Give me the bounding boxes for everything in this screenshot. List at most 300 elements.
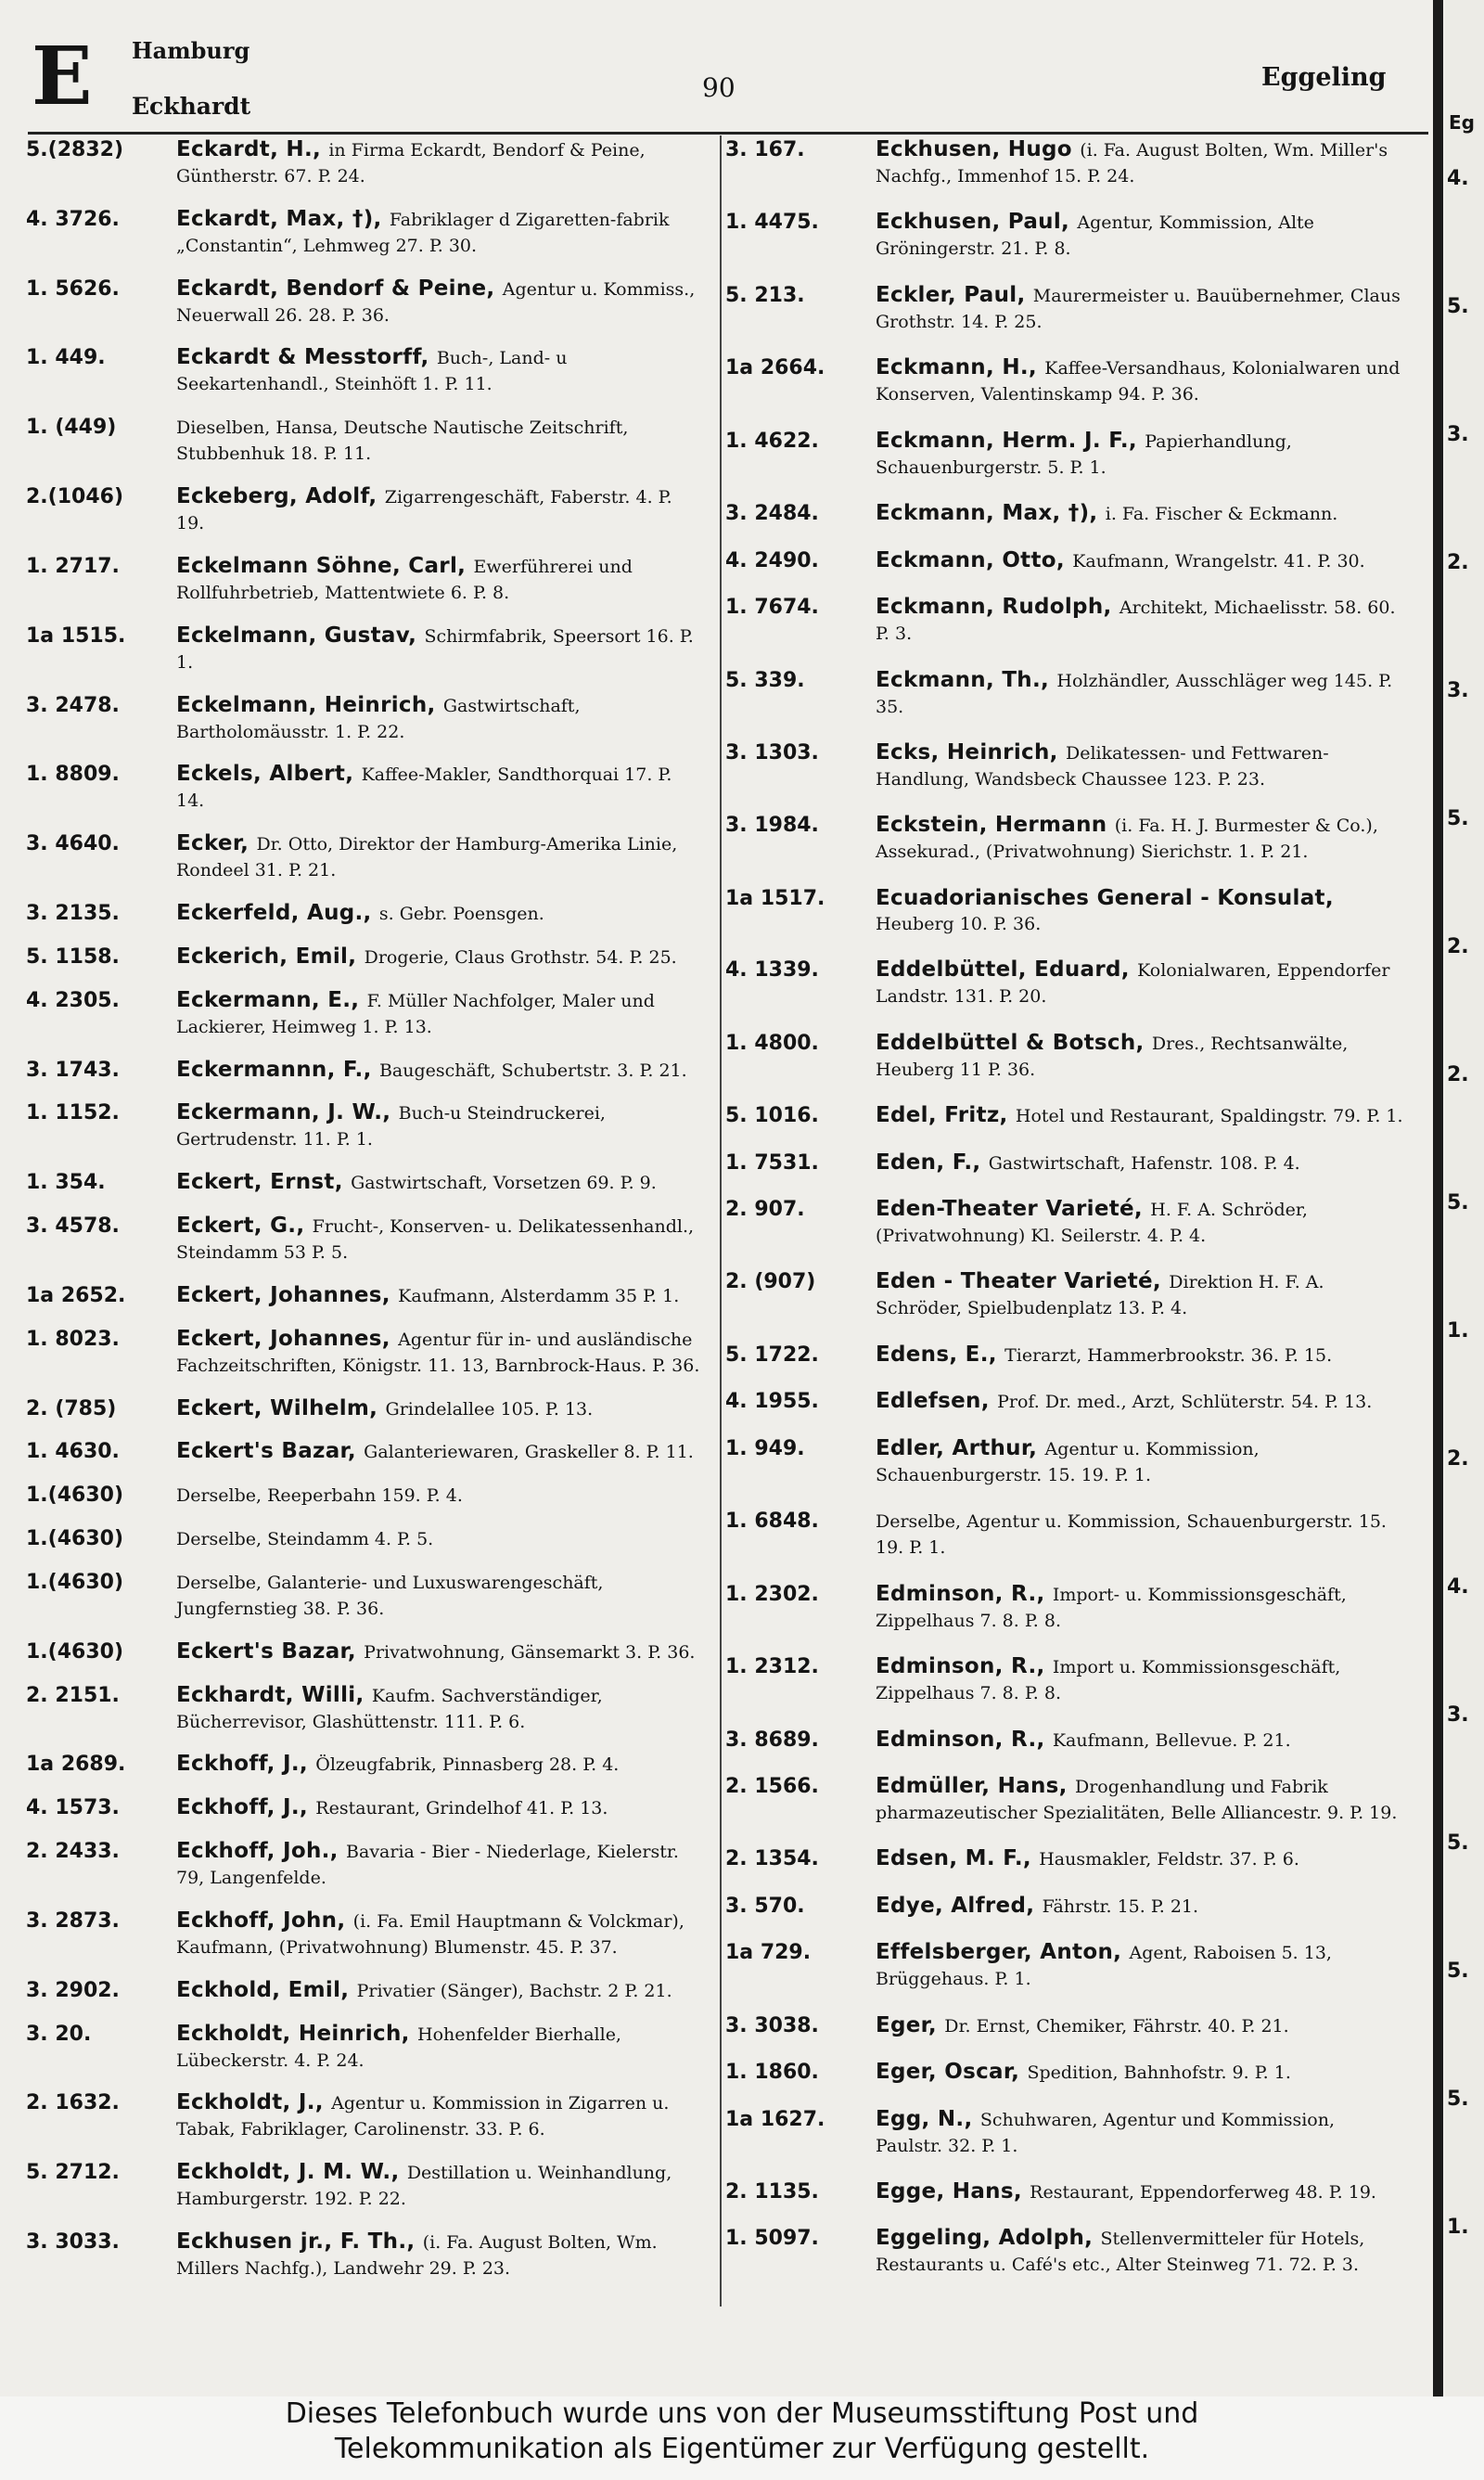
entry-text <box>176 1639 712 1665</box>
directory-entry <box>26 1978 712 2004</box>
entry-number: 4. 2490. <box>725 548 819 572</box>
directory-entry <box>26 1483 712 1509</box>
entry-name: Eckmann, Herm. J. F., <box>876 428 1145 453</box>
entry-text <box>876 2060 1412 2086</box>
entry-text <box>176 1526 712 1552</box>
entry-number: 1. 5626. <box>26 276 120 301</box>
entry-text <box>876 137 1412 189</box>
directory-entry <box>725 548 1412 574</box>
directory-entry <box>26 1839 712 1891</box>
directory-entry <box>26 1396 712 1422</box>
entry-detail: Heuberg 10. P. 36. <box>876 913 1042 934</box>
entry-number: 3. 2873. <box>26 1908 120 1933</box>
entry-name: Eckert, Wilhelm, <box>176 1395 386 1420</box>
directory-entry <box>26 1058 712 1084</box>
entry-detail: Kaufmann, Wrangelstr. 41. P. 30. <box>1072 550 1365 572</box>
entry-name: Effelsberger, Anton, <box>876 1940 1130 1965</box>
next-page-entry-fragment: 2. <box>1447 1063 1469 1086</box>
entry-detail: Baugeschäft, Schubertstr. 3. P. 21. <box>378 1060 687 1081</box>
entry-name: Eckerich, Emil, <box>176 944 365 969</box>
entry-number: 1. 5097. <box>725 2227 819 2251</box>
entry-number: 1. 7531. <box>725 1150 819 1175</box>
entry-detail: Dres., Rechtsanwälte, Heuberg 11 P. 36. <box>876 1033 1349 1080</box>
entry-detail: Agentur u. Kommission, Schauenburgerstr. 15. 19. P. 1. <box>876 1438 1260 1485</box>
entry-detail: Privatier (Sänger), Bachstr. 2 P. 21. <box>356 1980 672 2001</box>
entry-text <box>176 2022 712 2074</box>
entry-text <box>176 2090 712 2142</box>
directory-entry <box>725 886 1412 937</box>
entry-number: 1. 7674. <box>725 596 819 620</box>
entry-text <box>876 429 1412 481</box>
directory-entry <box>725 1103 1412 1129</box>
directory-entry <box>725 1389 1412 1415</box>
directory-entry <box>26 1526 712 1552</box>
entry-number: 5.(2832) <box>26 138 124 161</box>
entry-name: Edler, Arthur, <box>876 1435 1045 1460</box>
entry-text <box>876 2013 1412 2039</box>
entry-number: 3. 2135. <box>26 902 120 926</box>
entry-number: 5. 1722. <box>725 1343 819 1367</box>
entry-number: 3. 1984. <box>725 814 819 838</box>
entry-number: 3. 1743. <box>26 1058 120 1082</box>
header-rule <box>28 132 1428 135</box>
entry-name: Egg, N., <box>876 2106 980 2131</box>
entry-name: Egge, Hans, <box>876 2179 1030 2204</box>
next-page-entry-fragment: 3. <box>1447 679 1469 702</box>
directory-entry <box>725 2060 1412 2086</box>
entry-text <box>876 1846 1412 1872</box>
directory-entry <box>725 595 1412 647</box>
entry-text <box>876 1150 1412 1176</box>
entry-number: 1.(4630) <box>26 1570 124 1594</box>
entry-detail: Gastwirtschaft, Bartholomäusstr. 1. P. 22. <box>176 695 581 742</box>
entry-detail: Direktion H. F. A. Schröder, Spielbudenplatz 13. P. 4. <box>876 1272 1324 1319</box>
entry-detail: Drogenhandlung und Fabrik pharmazeutischer Spezialitäten, Belle Alliancestr. 9. P. 19. <box>876 1776 1398 1823</box>
entry-detail: Architekt, Michaelisstr. 58. 60. P. 3. <box>876 598 1396 645</box>
entry-text <box>176 944 712 970</box>
directory-entry <box>725 1436 1412 1488</box>
entry-name: Ecker, <box>176 831 257 856</box>
entry-detail: Holzhändler, Ausschläger weg 145. P. 35. <box>876 670 1393 717</box>
entry-detail: Fährstr. 15. P. 21. <box>1042 1895 1199 1917</box>
entry-name: Eckhusen, Paul, <box>876 210 1078 235</box>
entry-number: 1. 4475. <box>725 211 819 235</box>
entry-detail: Zigarrengeschäft, Faberstr. 4. P. 19. <box>176 487 672 534</box>
entry-number: 5. 1158. <box>26 944 120 969</box>
directory-entry <box>725 957 1412 1009</box>
entry-number: 3. 2902. <box>26 1978 120 2002</box>
entry-number: 4. 3726. <box>26 207 120 231</box>
entry-number: 1. 8809. <box>26 763 120 787</box>
entry-name: Eckholdt, J. M. W., <box>176 2160 407 2185</box>
directory-entry <box>26 207 712 259</box>
entry-name: Eckert, Johannes, <box>176 1326 399 1351</box>
entry-number: 2. (785) <box>26 1396 117 1420</box>
directory-entry <box>26 693 712 745</box>
entry-text <box>876 2226 1412 2278</box>
entry-detail: Agentur u. Kommiss., Neuerwall 26. 28. P. 36. <box>176 278 696 326</box>
entry-text <box>176 345 712 397</box>
next-page-entry-fragment: 2. <box>1447 1447 1469 1471</box>
entry-text <box>176 623 712 675</box>
entry-name: Eckmann, Max, †), <box>876 501 1106 526</box>
directory-entry <box>26 1752 712 1778</box>
entry-detail: Kolonialwaren, Eppendorfer Landstr. 131. P. 20. <box>876 960 1390 1008</box>
entry-text <box>176 1327 712 1379</box>
entry-detail: Prof. Dr. med., Arzt, Schlüterstr. 54. P. 13. <box>997 1392 1373 1413</box>
entry-text <box>876 1269 1412 1321</box>
entry-text <box>176 1439 712 1465</box>
entry-text <box>876 1774 1412 1826</box>
entry-name: Eckholdt, J., <box>176 2090 332 2115</box>
entry-detail: Galanteriewaren, Graskeller 8. P. 11. <box>364 1442 694 1463</box>
next-page-entry-fragment: 1. <box>1447 1319 1469 1343</box>
directory-entry <box>26 762 712 814</box>
entry-number: 1. 4800. <box>725 1031 819 1055</box>
entry-number: 2. 1135. <box>725 2180 819 2204</box>
entry-name: Eckmann, Th., <box>876 667 1057 692</box>
directory-entry <box>725 283 1412 335</box>
column-divider <box>720 135 722 2307</box>
entry-text <box>176 1908 712 1960</box>
entry-text <box>176 1978 712 2004</box>
entry-text <box>176 1752 712 1778</box>
entry-text <box>876 1343 1412 1368</box>
entry-name: Eden, F., <box>876 1150 989 1175</box>
entry-name: Eckert, Johannes, <box>176 1282 399 1307</box>
directory-entry <box>26 944 712 970</box>
entry-number: 4. 1339. <box>725 958 819 983</box>
entry-text <box>176 1283 712 1309</box>
entry-number: 1.(4630) <box>26 1484 124 1508</box>
entry-detail: Frucht-, Konserven- u. Delikatessenhandl., Steindamm 53 P. 5. <box>176 1216 695 1264</box>
entry-detail: Kaufmann, Bellevue. P. 21. <box>1052 1729 1291 1751</box>
directory-entry <box>725 137 1412 189</box>
entry-number: 1.(4630) <box>26 1639 124 1664</box>
page-edge-shadow <box>1433 0 1443 2396</box>
entry-text <box>876 595 1412 647</box>
entry-number: 3. 2478. <box>26 693 120 717</box>
entry-text <box>176 1570 712 1622</box>
entry-text <box>876 1197 1412 1249</box>
entry-detail: Derselbe, Steindamm 4. P. 5. <box>176 1529 434 1550</box>
footer-line-2: Telekommunikation als Eigentümer zur Verfügung gestellt. <box>334 2433 1150 2465</box>
entry-name: Eger, Oscar, <box>876 2060 1028 2085</box>
entry-name: Eckermann, E., <box>176 987 367 1012</box>
entry-text <box>176 762 712 814</box>
directory-entry <box>26 2229 712 2281</box>
entry-name: Edminson, R., <box>876 1654 1053 1679</box>
entry-number: 5. 2712. <box>26 2161 120 2185</box>
entry-text <box>176 276 712 328</box>
footer-line-1: Dieses Telefonbuch wurde uns von der Museumsstiftung Post und <box>285 2397 1199 2430</box>
entry-name: Edsen, M. F., <box>876 1846 1040 1871</box>
directory-entry <box>725 1031 1412 1083</box>
entry-name: Eckermann, J. W., <box>176 1100 399 1125</box>
page-number: 90 <box>702 72 736 103</box>
directory-entry <box>725 1846 1412 1872</box>
directory-entry <box>725 740 1412 792</box>
entry-number: 5. 1016. <box>725 1104 819 1128</box>
entry-name: Edminson, R., <box>876 1727 1053 1752</box>
entry-text <box>876 886 1412 937</box>
entry-number: 1. 8023. <box>26 1327 120 1351</box>
directory-entry <box>26 1214 712 1266</box>
entry-detail: Dieselben, Hansa, Deutsche Nautische Zeitschrift, Stubbenhuk 18. P. 11. <box>176 418 629 465</box>
directory-entry <box>725 1582 1412 1634</box>
entry-name: Eckhusen jr., F. Th., <box>176 2229 423 2254</box>
entry-number: 1a 2689. <box>26 1753 126 1777</box>
entry-name: Eckhusen, Hugo <box>876 137 1081 161</box>
directory-entry <box>725 1654 1412 1706</box>
entry-detail: (i. Fa. H. J. Burmester & Co.), Assekurad., (Privatwohnung) Sierichstr. 1. P. 21. <box>876 816 1378 863</box>
entry-number: 2. 907. <box>725 1198 805 1221</box>
directory-entry <box>26 831 712 883</box>
next-page-entry-fragment: 4. <box>1447 1575 1469 1599</box>
entry-name: Eckardt, H., <box>176 137 329 161</box>
entry-detail: Agentur, Kommission, Alte Gröningerstr. 21. P. 8. <box>876 212 1314 260</box>
directory-entry <box>725 2013 1412 2039</box>
entry-number: 1.(4630) <box>26 1527 124 1551</box>
entry-name: Eckerfeld, Aug., <box>176 901 379 926</box>
entry-name: Eckeberg, Adolf, <box>176 484 385 509</box>
entry-text <box>176 554 712 606</box>
entry-text <box>876 1103 1412 1129</box>
next-page-entry-fragment: 5. <box>1447 1960 1469 1983</box>
entry-text <box>176 901 712 927</box>
directory-entry <box>26 1683 712 1735</box>
directory-entry <box>725 2179 1412 2205</box>
entry-name: Eckardt, Bendorf & Peine, <box>176 276 503 301</box>
entry-detail: Restaurant, Eppendorferweg 48. P. 19. <box>1030 2182 1376 2203</box>
entry-name: Eckardt & Messtorff, <box>176 345 437 370</box>
entry-text <box>176 2229 712 2281</box>
directory-entry <box>725 813 1412 865</box>
directory-entry <box>26 276 712 328</box>
entry-text <box>176 415 712 467</box>
entry-number: 4. 2305. <box>26 988 120 1012</box>
entry-name: Eggeling, Adolph, <box>876 2226 1101 2251</box>
next-page-entry-fragment: 3. <box>1447 423 1469 446</box>
entry-name: Eckstein, Hermann <box>876 813 1115 838</box>
entry-detail: Spedition, Bahnhofstr. 9. P. 1. <box>1027 2062 1291 2084</box>
entry-detail: Hohenfelder Bierhalle, Lübeckerstr. 4. P. 24. <box>176 2024 621 2071</box>
entry-text <box>176 1058 712 1084</box>
next-page-entry-fragment: 5. <box>1447 295 1469 318</box>
entry-text <box>876 1509 1412 1561</box>
entry-text <box>176 1795 712 1821</box>
entry-number: 2. (907) <box>725 1270 816 1294</box>
entry-detail: H. F. A. Schröder, (Privatwohnung) Kl. Seilerstr. 4. P. 4. <box>876 1200 1308 1246</box>
entry-number: 1a 1627. <box>725 2107 825 2131</box>
entry-name: Eckelmann, Heinrich, <box>176 692 443 717</box>
entry-name: Eckhold, Emil, <box>176 1977 357 2002</box>
entry-number: 3. 20. <box>26 2022 92 2046</box>
entry-detail: Privatwohnung, Gänsemarkt 3. P. 36. <box>364 1641 696 1663</box>
entry-text <box>876 957 1412 1009</box>
entry-number: 1. (449) <box>26 416 117 440</box>
entry-number: 1. 949. <box>725 1436 805 1460</box>
entry-text <box>176 1396 712 1422</box>
entry-name: Eckermannn, F., <box>176 1057 379 1082</box>
directory-entry <box>26 1100 712 1152</box>
entry-name: Eckler, Paul, <box>876 282 1033 307</box>
entry-text <box>876 2107 1412 2159</box>
entry-detail: Import- u. Kommissionsgeschäft, Zippelhaus 7. 8. P. 8. <box>876 1584 1347 1631</box>
directory-entry <box>26 1327 712 1379</box>
entry-name: Eckert's Bazar, <box>176 1439 365 1464</box>
entry-detail: Derselbe, Reeperbahn 159. P. 4. <box>176 1485 463 1507</box>
entry-detail: Agentur u. Kommission in Zigarren u. Tabak, Fabriklager, Carolinenstr. 33. P. 6. <box>176 2093 670 2140</box>
header-range-start: Eckhardt <box>132 93 251 120</box>
next-page-entry-fragment: 5. <box>1447 2088 1469 2111</box>
next-page-entry-fragment: 3. <box>1447 1703 1469 1727</box>
entry-detail: Agentur für in- und ausländische Fachzeitschriften, Königstr. 11. 13, Barnbrock-Haus. P. 36. <box>176 1329 700 1376</box>
entry-text <box>876 1389 1412 1415</box>
next-page-entry-fragment: 5. <box>1447 1191 1469 1214</box>
entry-name: Edel, Fritz, <box>876 1103 1016 1128</box>
directory-entry <box>26 2160 712 2212</box>
directory-entry <box>26 1908 712 1960</box>
entry-name: Eckhoff, J., <box>176 1752 316 1777</box>
directory-entry <box>26 1795 712 1821</box>
directory-entry <box>725 1150 1412 1176</box>
directory-entry <box>725 1894 1412 1920</box>
directory-entry <box>26 137 712 189</box>
directory-entry <box>26 415 712 467</box>
entry-number: 2. 2151. <box>26 1683 120 1707</box>
directory-entry <box>725 355 1412 407</box>
entry-detail: Drogerie, Claus Grothstr. 54. P. 25. <box>364 946 677 968</box>
entry-number: 1. 6848. <box>725 1510 819 1534</box>
entry-number: 2. 1632. <box>26 2091 120 2115</box>
directory-entry <box>725 1509 1412 1561</box>
entry-name: Eckhoff, Joh., <box>176 1839 347 1864</box>
entry-text <box>876 668 1412 720</box>
entry-detail: (i. Fa. August Bolten, Wm. Millers Nachfg.), Landwehr 29. P. 23. <box>176 2231 658 2279</box>
directory-entry <box>26 2090 712 2142</box>
entry-number: 3. 8689. <box>725 1728 819 1752</box>
entry-text <box>176 693 712 745</box>
entry-text <box>876 740 1412 792</box>
directory-entry <box>26 623 712 675</box>
entry-text <box>176 831 712 883</box>
entry-text <box>176 484 712 536</box>
entry-name: Eddelbüttel & Botsch, <box>876 1030 1152 1055</box>
entry-text <box>176 137 712 189</box>
entry-number: 4. 1573. <box>26 1796 120 1820</box>
entry-detail: Papierhandlung, Schauenburgerstr. 5. P. 1. <box>876 430 1292 478</box>
entry-detail: Gastwirtschaft, Hafenstr. 108. P. 4. <box>988 1152 1300 1174</box>
directory-entry <box>26 345 712 397</box>
entry-text <box>876 1582 1412 1634</box>
directory-entry <box>725 1269 1412 1321</box>
directory-entry <box>26 901 712 927</box>
header-city: Hamburg <box>132 37 250 64</box>
entry-detail: Derselbe, Agentur u. Kommission, Schauenburgerstr. 15. 19. P. 1. <box>876 1511 1387 1559</box>
entry-text <box>176 1839 712 1891</box>
entry-text <box>876 210 1412 262</box>
directory-entry <box>26 1283 712 1309</box>
next-page-entry-fragment: 2. <box>1447 551 1469 574</box>
entry-detail: F. Müller Nachfolger, Maler und Lackierer, Heimweg 1. P. 13. <box>176 990 655 1037</box>
entry-number: 3. 2484. <box>725 502 819 526</box>
entry-number: 1a 1517. <box>725 886 825 910</box>
entry-text <box>876 1436 1412 1488</box>
entry-text <box>876 2179 1412 2205</box>
entry-detail: Ölzeugfabrik, Pinnasberg 28. P. 4. <box>315 1754 620 1776</box>
entry-number: 3. 3033. <box>26 2229 120 2254</box>
entry-detail: Kaffee-Versandhaus, Kolonialwaren und Konserven, Valentinskamp 94. P. 36. <box>876 358 1401 405</box>
entry-number: 3. 4578. <box>26 1214 120 1239</box>
entry-text <box>176 1214 712 1266</box>
directory-entry <box>725 501 1412 527</box>
entry-number: 1. 2302. <box>725 1582 819 1606</box>
entry-text <box>876 283 1412 335</box>
entry-detail: Delikatessen- und Fettwaren-Handlung, Wandsbeck Chaussee 123. P. 23. <box>876 742 1329 790</box>
entry-number: 1a 1515. <box>26 623 126 648</box>
entry-number: 1. 1860. <box>725 2061 819 2085</box>
entry-number: 2. 1566. <box>725 1774 819 1798</box>
entry-number: 1. 354. <box>26 1171 106 1195</box>
left-column <box>26 137 712 2299</box>
entry-number: 3. 3038. <box>725 2013 819 2037</box>
directory-entry <box>26 2022 712 2074</box>
entry-text <box>876 1940 1412 1992</box>
entry-number: 1. 1152. <box>26 1101 120 1125</box>
next-page-entry-fragment: 4. <box>1447 167 1469 190</box>
entry-detail: Bavaria - Bier - Niederlage, Kielerstr. 79, Langenfelde. <box>176 1842 679 1889</box>
right-column <box>725 137 1412 2299</box>
entry-detail: Schuhwaren, Agentur und Kommission, Paulstr. 32. P. 1. <box>876 2109 1335 2156</box>
directory-entry <box>26 1170 712 1196</box>
directory-entry <box>725 2226 1412 2278</box>
entry-name: Eger, <box>876 2012 945 2037</box>
entry-detail: Hausmakler, Feldstr. 37. P. 6. <box>1039 1849 1299 1870</box>
entry-detail: Destillation u. Weinhandlung, Hamburgerstr. 192. P. 22. <box>176 2163 672 2210</box>
directory-entry <box>725 429 1412 481</box>
entry-name: Edye, Alfred, <box>876 1893 1043 1918</box>
entry-name: Edmüller, Hans, <box>876 1773 1075 1798</box>
entry-detail: Hotel und Restaurant, Spaldingstr. 79. P. 1. <box>1015 1106 1403 1127</box>
entry-name: Eckhardt, Willi, <box>176 1682 372 1707</box>
entry-name: Eckardt, Max, †), <box>176 206 390 231</box>
entry-text <box>176 1683 712 1735</box>
directory-entry <box>725 1728 1412 1754</box>
directory-entry <box>26 1570 712 1622</box>
entry-text <box>876 1728 1412 1754</box>
entry-detail: s. Gebr. Poensgen. <box>378 904 544 925</box>
entry-detail: Derselbe, Galanterie- und Luxuswarengeschäft, Jungfernstieg 38. P. 36. <box>176 1572 604 1619</box>
entry-name: Eden - Theater Varieté, <box>876 1269 1170 1294</box>
entry-number: 1. 4622. <box>725 429 819 453</box>
entry-detail: Buch-u Steindruckerei, Gertrudenstr. 11. P. 1. <box>176 1103 606 1150</box>
directory-entry <box>26 484 712 536</box>
footer-notice <box>0 2396 1484 2480</box>
directory-entry <box>725 2107 1412 2159</box>
entry-text <box>876 813 1412 865</box>
next-page-entry-fragment: 5. <box>1447 1831 1469 1855</box>
directory-entry <box>725 1343 1412 1368</box>
entry-name: Eden-Theater Varieté, <box>876 1197 1151 1221</box>
entry-detail: Dr. Ernst, Chemiker, Fährstr. 40. P. 21. <box>944 2015 1289 2037</box>
entry-text <box>176 2160 712 2212</box>
entry-number: 1. 4630. <box>26 1440 120 1464</box>
entry-name: Edlefsen, <box>876 1389 998 1414</box>
entry-number: 1a 2664. <box>725 356 825 380</box>
entry-number: 5. 213. <box>725 283 805 307</box>
next-page-entry-fragment: 1. <box>1447 2216 1469 2239</box>
